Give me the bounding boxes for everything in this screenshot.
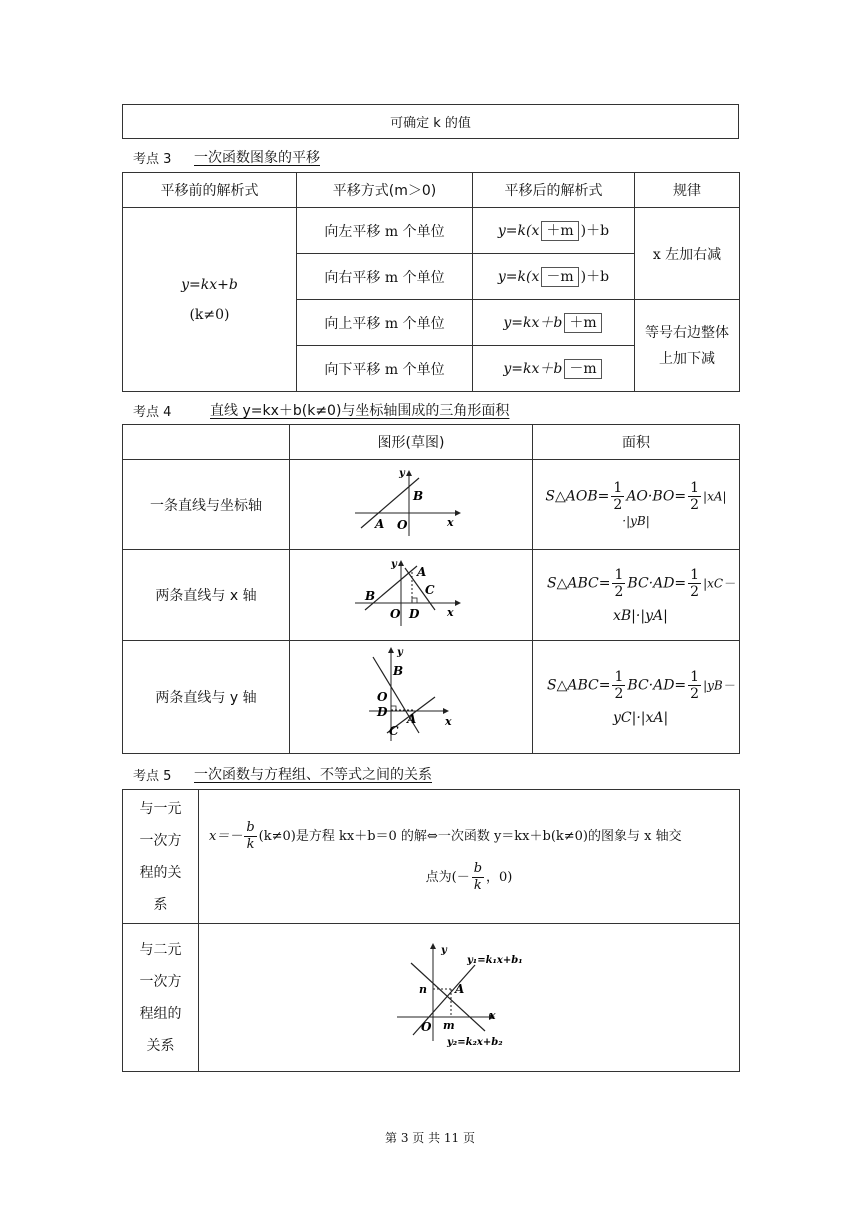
svg-text:m: m — [443, 1018, 455, 1032]
kd3-header-1: 平移方式(m＞0) — [297, 173, 473, 208]
svg-text:x: x — [489, 1008, 496, 1022]
kd3-header-0: 平移前的解析式 — [123, 173, 297, 208]
kd4-graph-2 — [290, 641, 533, 754]
kd4-row-name-1: 两条直线与 x 轴 — [123, 550, 290, 641]
svg-text:D: D — [377, 705, 388, 719]
svg-text:B: B — [413, 488, 424, 503]
svg-text:D: D — [409, 607, 420, 621]
top-row-cell: 可确定 k 的值 — [123, 105, 739, 139]
kd3-method-1: 向右平移 m 个单位 — [297, 254, 473, 300]
svg-text:y: y — [397, 647, 403, 658]
kd4-graph-1 — [290, 550, 533, 641]
kd4-table — [122, 424, 740, 754]
kd5-label: 考点 5 — [133, 769, 172, 784]
svg-text:A: A — [455, 981, 465, 996]
kd3-rule1: x 左加右减 — [635, 208, 740, 300]
svg-text:O: O — [390, 607, 401, 621]
svg-text:x: x — [447, 606, 454, 619]
svg-text:O: O — [397, 517, 408, 532]
kd5-table — [122, 789, 740, 1072]
svg-text:y: y — [441, 944, 447, 956]
svg-text:O: O — [421, 1019, 432, 1034]
kd3-result-3: y=kx＋b －m — [473, 346, 635, 392]
kd3-result-1: y=k(x －m )＋b — [473, 254, 635, 300]
kd5-row1-content: x＝－ $\frac{b}{k}$ (k≠0)是方程 kx＋b＝0 的解⇔一次函数 y＝kx＋b(k≠0)的图象与 x 轴交 点为(－ $\frac{b}{k}$ ，0) — [199, 790, 740, 924]
kd4-header-2: 面积 — [533, 425, 740, 460]
kd5-row2-content — [199, 924, 740, 1072]
kd3-title: 一次函数图象的平移 — [194, 150, 320, 166]
page-footer: 第 3 页 共 11 页 — [385, 1131, 475, 1145]
kd4-header-1: 图形(草图) — [290, 425, 533, 460]
kd4-row-name-2: 两条直线与 y 轴 — [123, 641, 290, 754]
kd3-method-3: 向下平移 m 个单位 — [297, 346, 473, 392]
graph-one-line — [351, 468, 471, 538]
svg-text:A: A — [417, 565, 427, 579]
kd3-original: y=kx+b — [181, 276, 238, 293]
svg-text:y: y — [391, 559, 397, 570]
kd3-result-0: y=k(x ＋m )＋b — [473, 208, 635, 254]
half-fraction: $\frac{1}{2}$ — [614, 566, 624, 600]
kd4-graph-0 — [290, 460, 533, 550]
kd3-rule2: 等号右边整体上加下减 — [635, 300, 740, 392]
top-table — [122, 104, 739, 139]
graph-two-lines-x — [351, 558, 471, 628]
kd3-original-cell — [123, 208, 297, 392]
svg-text:O: O — [377, 690, 388, 704]
svg-text:A: A — [407, 712, 417, 726]
svg-text:y₁=k₁x+b₁: y₁=k₁x+b₁ — [467, 954, 523, 966]
svg-text:B: B — [393, 664, 404, 678]
graph-two-lines-y — [361, 645, 461, 745]
svg-text:y₂=k₂x+b₂: y₂=k₂x+b₂ — [447, 1036, 503, 1048]
half-fraction: $\frac{1}{2}$ — [614, 668, 624, 702]
half-fraction: $\frac{1}{2}$ — [690, 566, 700, 600]
kd3-header-2: 平移后的解析式 — [473, 173, 635, 208]
kd3-method-0: 向左平移 m 个单位 — [297, 208, 473, 254]
kd4-area-1: S△ABC= $\frac{1}{2}$ BC·AD= $\frac{1}{2}$ |xC－ xB|·|yA| — [533, 550, 740, 641]
svg-text:B: B — [365, 589, 376, 603]
svg-text:x: x — [445, 715, 452, 728]
kd5-row1-name: 与一元一次方程的关系 — [123, 790, 199, 924]
kd3-label: 考点 3 — [133, 152, 172, 167]
kd4-area-0: S△AOB= $\frac{1}{2}$ AO·BO= $\frac{1}{2}$ |xA|·|yB| — [533, 460, 740, 550]
svg-text:A: A — [375, 516, 385, 531]
kd3-table — [122, 172, 740, 392]
kd3-method-2: 向上平移 m 个单位 — [297, 300, 473, 346]
kd4-header-0 — [123, 425, 290, 460]
kd3-answer-box: －m — [541, 267, 578, 287]
half-fraction: $\frac{1}{2}$ — [690, 480, 700, 513]
kd4-area-2: S△ABC= $\frac{1}{2}$ BC·AD= $\frac{1}{2}$ |yB－ yC|·|xA| — [533, 641, 740, 754]
svg-text:y: y — [399, 467, 405, 479]
kd4-title: 直线 y=kx＋b(k≠0)与坐标轴围成的三角形面积 — [210, 403, 510, 419]
b-over-k-fraction: $\frac{b}{k}$ — [473, 860, 483, 893]
half-fraction: $\frac{1}{2}$ — [690, 668, 700, 702]
kd4-row-name-0: 一条直线与坐标轴 — [123, 460, 290, 550]
svg-text:C: C — [425, 583, 435, 597]
kd3-result-2: y=kx＋b ＋m — [473, 300, 635, 346]
kd3-answer-box: ＋m — [564, 313, 601, 333]
kd3-answer-box: ＋m — [541, 221, 578, 241]
b-over-k-fraction: $\frac{b}{k}$ — [246, 819, 255, 852]
kd3-condition: (k≠0) — [189, 306, 230, 323]
kd5-title: 一次函数与方程组、不等式之间的关系 — [194, 767, 432, 783]
graph-equation-system — [389, 941, 549, 1051]
kd3-header-3: 规律 — [635, 173, 740, 208]
svg-text:x: x — [447, 515, 454, 529]
kd5-row2-name: 与二元一次方程组的关系 — [123, 924, 199, 1072]
svg-text:C: C — [389, 724, 399, 738]
half-fraction: $\frac{1}{2}$ — [613, 480, 623, 513]
svg-text:n: n — [419, 982, 427, 996]
kd3-answer-box: －m — [564, 359, 601, 379]
kd4-label: 考点 4 — [133, 405, 172, 420]
